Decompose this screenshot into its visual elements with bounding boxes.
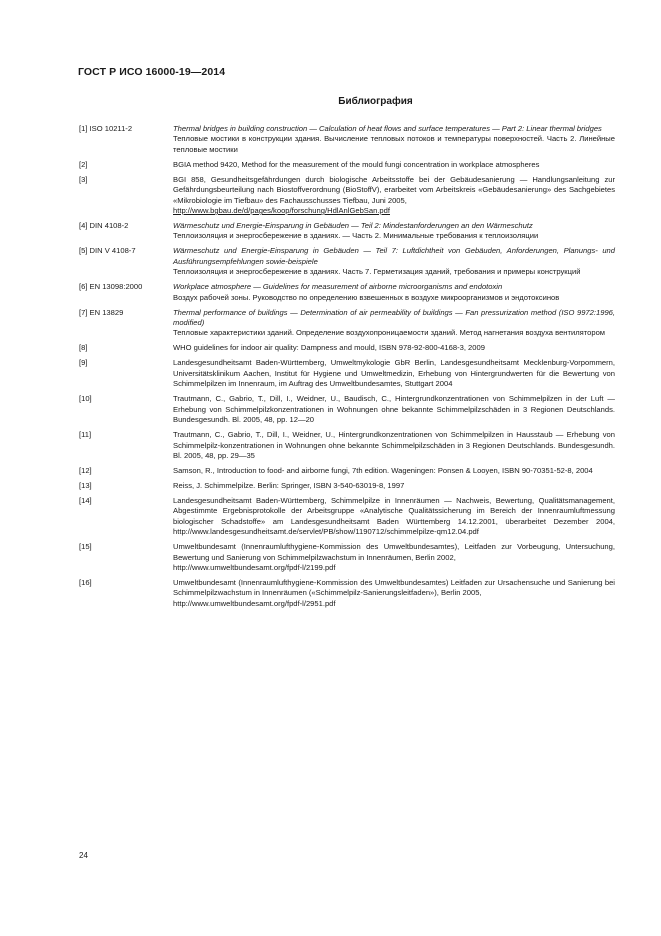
entry-label: [2]	[79, 159, 88, 169]
entry-text	[173, 481, 615, 491]
bibliography-entry	[79, 578, 615, 609]
bibliography-entry	[79, 430, 615, 461]
entry-title: Thermal performance of buildings — Determination of air permeability of buildings — Fan pressurization method (ISO 9972:1996, modified)	[173, 307, 615, 328]
bibliography-entry	[79, 282, 615, 303]
entry-label: [12]	[79, 465, 92, 475]
entry-translation: Теплоизоляция и энергосбережение в зданиях. — Часть 2. Минимальные требования к теплоизоляции	[173, 231, 539, 241]
bibliography-entry	[79, 496, 615, 538]
entry-text	[173, 358, 615, 389]
bibliography-entry	[79, 221, 615, 242]
entry-citation: BGIA method 9420, Method for the measurement of the mould fungi concentration in workplace atmospheres	[173, 159, 540, 169]
entry-citation: BGI 858, Gesundheitsgefährdungen durch biologische Arbeitsstoffe bei der Gebäudesanierung — Handlungsanleitung zur Gefährdungsbeurteilung nach Biostoffverordnung (BioStoffV), erarbeitet vom Arbeitskreis «Gebäudesanierung» des Sachgebietes «Mikrobiologie im Tiefbau» des Fachausschusses Tiefbau, Juni 2005,	[173, 174, 615, 205]
entry-title: Wärmeschutz und Energie-Einsparung in Gebäuden — Teil 7: Luftdichtheit von Gebäuden, Anforderungen, Planungs- und Ausführungsempfehlungen sowie-beispiele	[173, 246, 615, 266]
bibliography-entry	[79, 542, 615, 573]
bibliography-entry	[79, 343, 615, 353]
entry-text	[173, 394, 615, 425]
entry-text	[173, 496, 615, 538]
bibliography-title: Библиография	[338, 96, 413, 107]
entry-label: [9]	[79, 358, 88, 368]
bibliography-entry	[79, 246, 615, 277]
entry-citation: Reiss, J. Schimmelpilze. Berlin: Springer, ISBN 3-540-63019-8, 1997	[173, 480, 405, 490]
bibliography-entry	[79, 358, 615, 389]
entry-label: [16]	[79, 577, 92, 587]
entry-citation: Trautmann, C., Gabrio, T., Dill, I., Weidner, U., Baudisch, C., Hintergrundkonzentrationen von Schimmelpilzen in der Luft — Erhebung von Schimmelpilzkonzentrationen in Wohnungen ohne bekannte Schimmelpilzschäden in 3 Regionen Deutschlands. Bundesgesundh. Bl. 2005, 48, pp. 12—20	[173, 394, 615, 425]
entry-text	[173, 160, 615, 170]
entry-translation: Воздух рабочей зоны. Руководство по определению взвешенных в воздухе микроорганизмов и эндотоксинов	[173, 292, 560, 302]
bibliography-entry	[79, 466, 615, 476]
entry-title: Workplace atmosphere — Guidelines for measurement of airborne microorganisms and endotoxin	[173, 282, 503, 292]
entry-title: Wärmeschutz und Energie-Einsparung in Gebäuden — Teil 2: Mindestanforderungen an den Wärmeschutz	[173, 221, 533, 231]
entry-citation: Umweltbundesamt (Innenraumlufthygiene-Kommission des Umweltbundesamtes) Leitfaden zur Ursachensuche und Sanierung bei Schimmelpilzwachstum in Innenräumen («Schimmelpilz-Sanierungsleitfaden»), Berlin 2005,	[173, 577, 615, 598]
entry-label: [3]	[79, 174, 88, 184]
entry-text	[173, 282, 615, 303]
entry-url-link[interactable]: http://www.umweltbundesamt.org/fpdf-l/2951.pdf	[173, 598, 336, 608]
entry-citation: WHO guidelines for indoor air quality: Dampness and mould, ISBN 978-92-800-4168-3, 2009	[173, 343, 485, 353]
entry-translation: Тепловые мостики в конструкции здания. Вычисление тепловых потоков и температуры поверхностей. Часть 2. Линейные тепловые мостики	[173, 134, 615, 154]
entry-text	[173, 466, 615, 476]
entry-text	[173, 246, 615, 277]
entry-text	[173, 221, 615, 242]
entry-label: [10]	[79, 394, 92, 404]
entry-citation: Landesgesundheitsamt Baden-Württemberg, Schimmelpilze in Innenräumen — Nachweis, Bewertung, Qualitätsmanagement, Abgestimmte Ergebnisprotokolle der Arbeitsgruppe «Analytische Qualitätssicherung im Bereich der Innenraumluftmessung biologischer Schadstoffe» am Landesgesundheitsamt Baden Württemberg 14.12.2001, überarbeitet Dezember 2004, http://www.landesgesundheitsamt.de/servlet/PB/show/1190712/schimmelpilze-qm12.04.pdf	[173, 495, 615, 537]
entry-translation: Теплоизоляция и энергосбережение в зданиях. Часть 7. Герметизация зданий, требования и примеры конструкций	[173, 267, 581, 277]
bibliography-entry	[79, 175, 615, 217]
bibliography-entry	[79, 160, 615, 170]
bibliography-entry	[79, 308, 615, 339]
entry-citation: Umweltbundesamt (Innenraumlufthygiene-Kommission des Umweltbundesamtes), Leitfaden zur Vorbeugung, Untersuchung, Bewertung und Sanierung von Schimmelpilzwachstum in Innenräumen, Berlin 2002,	[173, 542, 615, 562]
standard-code-header: ГОСТ Р ИСО 16000-19—2014	[78, 66, 226, 78]
entry-label: [4] DIN 4108-2	[79, 221, 129, 231]
entry-label: [8]	[79, 343, 88, 353]
entry-url-link[interactable]: http://www.bgbau.de/d/pages/koop/forschung/HdlAnlGebSan.pdf	[173, 206, 390, 216]
bibliography-entry	[79, 124, 615, 155]
entry-label: [7] EN 13829	[79, 307, 124, 317]
bibliography-entry	[79, 394, 615, 425]
entry-citation: Landesgesundheitsamt Baden-Württemberg, Umweltmykologie GbR Berlin, Landesgesundheitsamt Mecklenburg-Vorpommern, Universitätsklinikum Aachen, Institut für Hygiene und Umweltmedizin, Erhebung von Hintergrundwerten für die Bewertung von Schimmelpilzen im Innenraum, im Auftrag des Umweltbundesamtes, Stuttgart 2004	[173, 358, 615, 389]
entry-text	[173, 175, 615, 217]
entry-url-link[interactable]: http://www.umweltbundesamt.org/fpdf-l/2199.pdf	[173, 562, 336, 572]
entry-text	[173, 343, 615, 353]
entry-citation: Samson, R., Introduction to food- and airborne fungi, 7th edition. Wageningen: Ponsen & Looyen, ISBN 90-70351-52-8, 2004	[173, 465, 593, 475]
bibliography-entry	[79, 481, 615, 491]
entry-label: [14]	[79, 495, 92, 505]
entry-label: [11]	[79, 430, 92, 440]
bibliography-list	[79, 124, 615, 614]
entry-text	[173, 124, 615, 155]
entry-title: Thermal bridges in building construction — Calculation of heat flows and surface temperatures — Part 2: Linear thermal bridges	[173, 124, 602, 133]
entry-label: [1] ISO 10211-2	[79, 124, 133, 133]
entry-text	[173, 430, 615, 461]
page-number: 24	[79, 851, 88, 860]
entry-label: [6] EN 13098:2000	[79, 282, 143, 292]
entry-label: [5] DIN V 4108-7	[79, 246, 136, 256]
entry-label: [15]	[79, 542, 92, 552]
entry-text	[173, 308, 615, 339]
entry-citation: Trautmann, C., Gabrio, T., Dill, I., Weidner, U., Hintergrundkonzentrationen von Schimmelpilzen in Hausstaub — Erhebung von Schimmelpilz-konzentrationen in Wohnungen ohne bekannte Schimmelpilzschäden in 3 Regionen Deutschlands. Bundesgesundh. Bl. 2005, 48, pp. 29—35	[173, 430, 615, 460]
entry-translation: Тепловые характеристики зданий. Определение воздухопроницаемости зданий. Метод нагнетания воздуха вентилятором	[173, 328, 606, 338]
entry-text	[173, 542, 615, 573]
entry-label: [13]	[79, 480, 92, 490]
entry-text	[173, 578, 615, 609]
